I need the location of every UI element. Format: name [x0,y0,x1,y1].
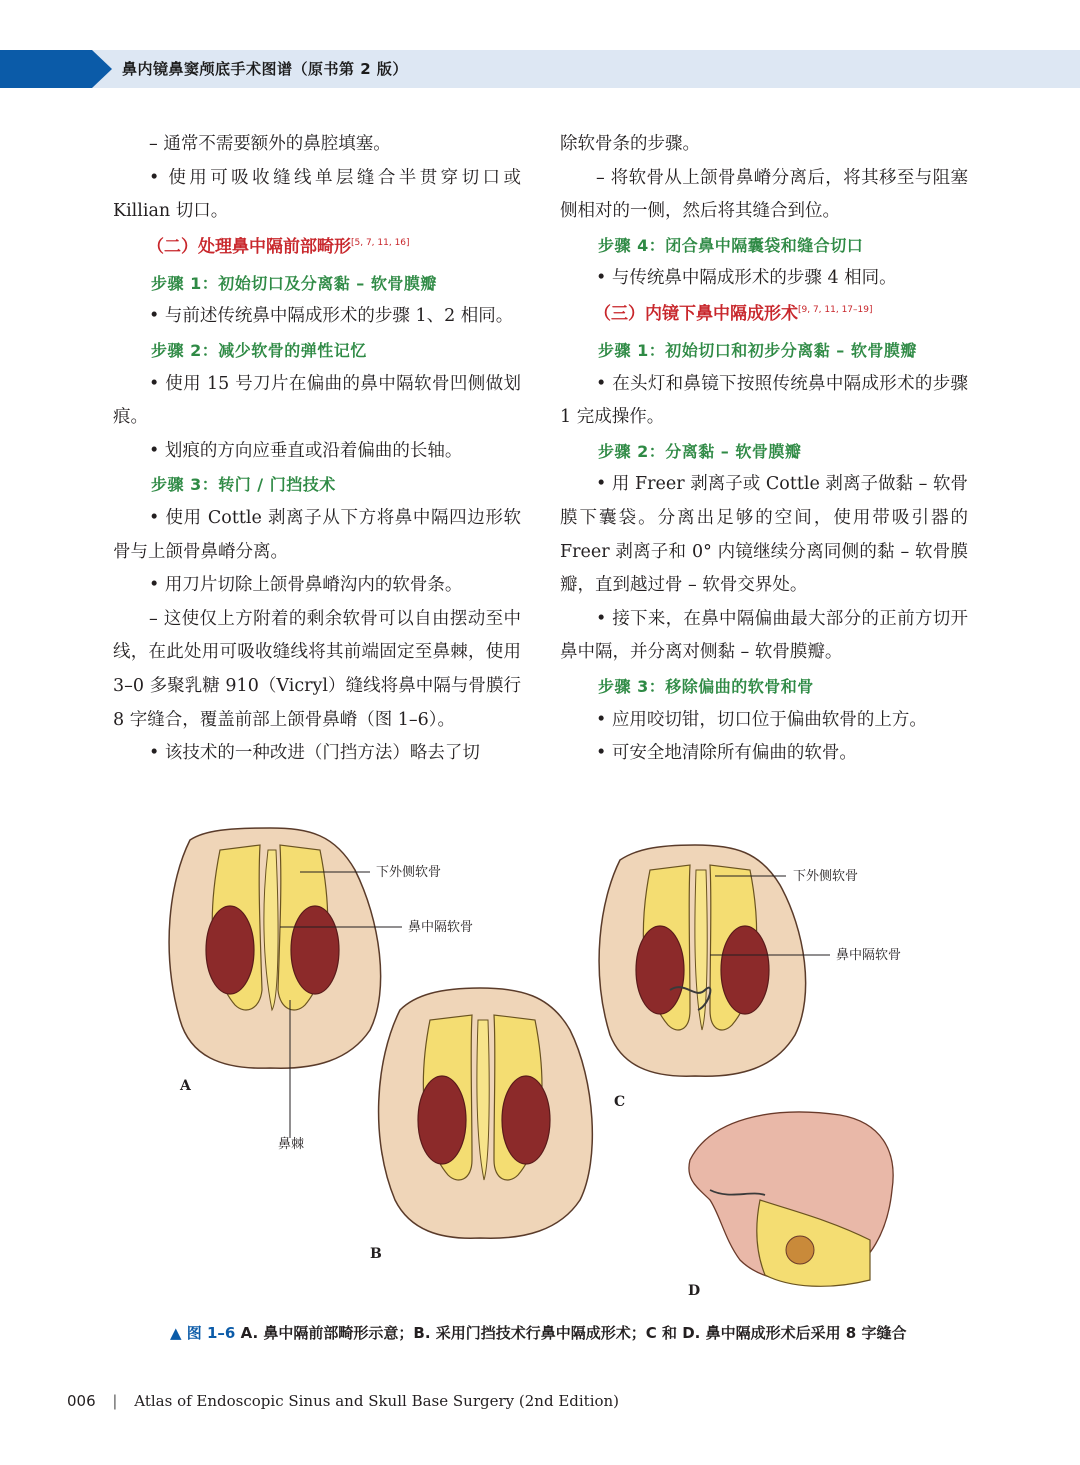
caption-text: A. 鼻中隔前部畸形示意；B. 采用门挡技术行鼻中隔成形术；C 和 D. 鼻中隔成形术后采用 8 字缝合 [240,1324,907,1342]
bullet-paragraph: • 接下来，在鼻中隔偏曲最大部分的正前方切开鼻中隔，并分离对侧黏 – 软骨膜瓣。 [560,603,968,670]
label-septal-cartilage: 鼻中隔软骨 [836,948,902,963]
running-header-title: 鼻内镜鼻窦颅底手术图谱（原书第 2 版） [122,60,408,78]
label-lower-lateral-cartilage: 下外侧软骨 [793,869,859,884]
figure-number: ▲ 图 1–6 [170,1324,236,1342]
step-heading: 步骤 1：初始切口及分离黏 – 软骨膜瓣 [151,273,437,293]
step-heading: 步骤 3：转门 / 门挡技术 [151,475,336,495]
header-arrow-tip [92,50,112,88]
bullet-paragraph: • 该技术的一种改进（门挡方法）略去了切 [113,737,521,771]
book-title: Atlas of Endoscopic Sinus and Skull Base Surgery (2nd Edition) [134,1392,620,1410]
page-footer [67,1392,619,1410]
label-lower-lateral-cartilage: 下外侧软骨 [376,865,442,880]
bullet-paragraph: • 在头灯和鼻镜下按照传统鼻中隔成形术的步骤 1 完成操作。 [560,368,968,435]
figure-1-6-illustration [150,820,930,1310]
section-title: （二）处理鼻中隔前部畸形 [147,236,351,257]
paragraph: – 这使仅上方附着的剩余软骨可以自由摆动至中线，在此处用可吸收缝线将其前端固定至鼻棘，使用 3–0 多聚乳糖 910（Vicryl）缝线将鼻中隔与骨膜行 8 字缝合，覆盖前部上颌骨鼻嵴（图 1–6）。 [113,608,521,730]
bullet-paragraph: • 使用 Cottle 剥离子从下方将鼻中隔四边形软骨与上颌骨鼻嵴分离。 [113,502,521,569]
step-heading: 步骤 1：初始切口和初步分离黏 – 软骨膜瓣 [598,340,917,360]
bullet-paragraph: • 与传统鼻中隔成形术的步骤 4 相同。 [560,262,968,296]
panel-letter-a: A [180,1078,191,1094]
section-heading [147,232,521,262]
label-septal-cartilage: 鼻中隔软骨 [408,920,474,935]
bullet-paragraph: • 与前述传统鼻中隔成形术的步骤 1、2 相同。 [113,300,521,334]
bullet-paragraph: • 使用 15 号刀片在偏曲的鼻中隔软骨凹侧做划痕。 [113,368,521,435]
panel-d-sagittal-illustration [689,1112,893,1286]
panel-letter-d: D [688,1283,701,1299]
section-title: （三）内镜下鼻中隔成形术 [594,303,798,324]
step-heading: 步骤 2：分离黏 – 软骨膜瓣 [598,441,802,461]
label-nasal-spine: 鼻棘 [278,1137,305,1152]
paragraph: – 将软骨从上颌骨鼻嵴分离后，将其移至与阻塞侧相对的一侧，然后将其缝合到位。 [560,167,968,222]
bullet-paragraph: • 用 Freer 剥离子或 Cottle 剥离子做黏 – 软骨膜下囊袋。分离出足够的空间，使用带吸引器的 Freer 剥离子和 0° 内镜继续分离同侧的黏 – 软骨膜瓣，直到越过骨 – 软骨交界处。 [560,468,968,602]
citation: [5, 7, 11, 16] [351,237,410,248]
bullet-paragraph: • 可安全地清除所有偏曲的软骨。 [560,737,968,771]
footer-separator: | [112,1392,118,1410]
bullet-paragraph: • 用刀片切除上颌骨鼻嵴沟内的软骨条。 [113,569,521,603]
right-column [560,128,968,771]
step-heading: 步骤 4：闭合鼻中隔囊袋和缝合切口 [598,235,864,255]
left-column [113,128,521,771]
figure-caption [170,1322,930,1345]
step-heading: 步骤 3：移除偏曲的软骨和骨 [598,676,814,696]
bullet-paragraph: • 使用可吸收缝线单层缝合半贯穿切口或 Killian 切口。 [113,162,521,229]
page-number: 006 [67,1392,96,1410]
paragraph: 除软骨条的步骤。 [560,134,700,154]
header-arrow [0,50,92,88]
panel-letter-c: C [614,1094,626,1110]
citation: [9, 7, 11, 17–19] [798,304,873,315]
panel-a-nose-illustration [169,828,402,1138]
paragraph: – 通常不需要额外的鼻腔填塞。 [149,134,391,154]
panel-letter-b: B [370,1246,382,1262]
bullet-paragraph: • 划痕的方向应垂直或沿着偏曲的长轴。 [113,435,521,469]
step-heading: 步骤 2：减少软骨的弹性记忆 [151,340,367,360]
bullet-paragraph: • 应用咬切钳，切口位于偏曲软骨的上方。 [560,704,968,738]
section-heading [594,299,968,329]
panel-b-nose-illustration [379,988,593,1238]
